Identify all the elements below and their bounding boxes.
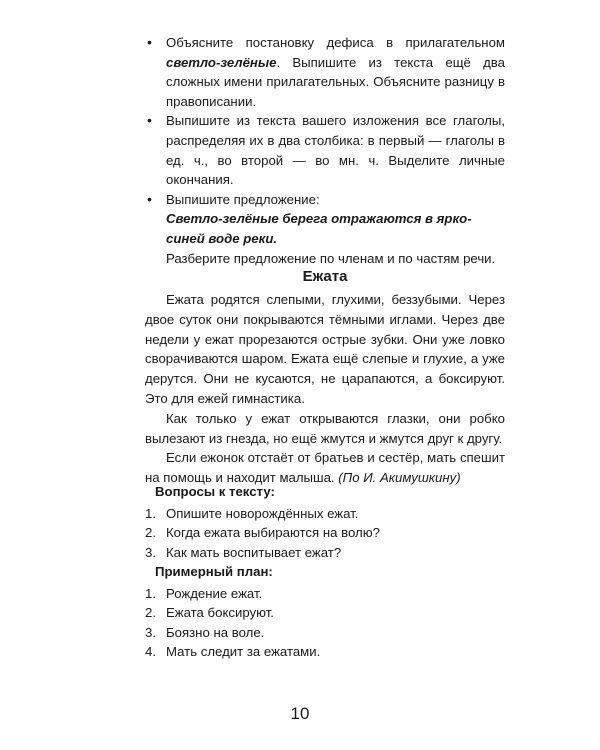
story-text [145,290,505,488]
task-list [145,33,505,268]
plan-text: Рождение ежат. [166,585,263,601]
question-text: Когда ежата выбираются на волю? [166,525,380,540]
plan-item [145,603,505,623]
questions-list [145,504,505,563]
question-text: Как мать воспитывает ежат? [166,544,342,560]
task-sentence: Светло-зелёные берега отражаются в ярко-синей воде реки. [166,211,472,246]
plan-heading: Примерный план: [155,564,273,579]
task-instruction: Разберите предложение по членам и по частям речи. [166,250,496,266]
plan-item [145,623,505,643]
task-item [145,190,505,268]
story-paragraph: Как только у ежат открываются глазки, они робко вылезают из гнезда, но ещё жмутся и жмутся друг к другу. [145,410,505,446]
page-number: 10 [290,704,310,723]
plan-number: 4. [145,644,156,659]
plan-text: Ежата боксируют. [166,605,274,620]
question-item [145,543,505,563]
question-number: 3. [145,544,156,560]
question-item [145,504,505,524]
plan-number: 2. [145,605,156,620]
question-number: 2. [145,525,156,540]
task-emphasis: светло-зелёные [166,54,277,70]
question-item [145,523,505,543]
questions-section [145,482,505,562]
plan-text: Боязно на воле. [166,624,265,640]
plan-item [145,642,505,662]
story-paragraph: Ежата родятся слепыми, глухими, беззубыми. Через двое суток они покрываются тёмными иглами. Через две недели у ежат прорезаются острые зубки. Они уже ловко сворачиваются шаром. Ежата ещё слепые и глухие, а уже дерутся. Они не кусаются, не царапаются, а боксируют. Это для ежей гимнастика. [145,292,505,406]
task-item [145,33,505,111]
plan-text: Мать следит за ежатами. [166,644,321,659]
task-item [145,111,505,189]
plan-section [145,562,505,662]
task-intro: Выпишите предложение: [166,191,320,207]
task-text: Выпишите из текста вашего изложения все глаголы, распределяя их в два столбика: в первый — глаголы в ед. ч., во второй — во мн. ч. Выделите личные окончания. [166,113,505,188]
plan-item [145,584,505,604]
story-source: (По И. Акимушкину) [338,470,461,486]
task-text: . Выпишите из текста ещё два сложных имени прилагательных. Объясните разницу в правописании. [166,54,505,109]
plan-number: 1. [145,585,156,601]
question-number: 1. [145,505,156,521]
questions-heading: Вопросы к тексту: [155,484,275,499]
question-text: Опишите новорождённых ежат. [166,505,359,521]
plan-number: 3. [145,624,156,640]
story-paragraph-text: Если ежонок отстаёт от братьев и сестёр, мать спешит на помощь и находит малыша. [145,450,505,486]
story-title: Ежата [302,268,348,285]
task-text: Объясните постановку дефиса в прилагательном [166,35,505,50]
plan-list [145,584,505,662]
